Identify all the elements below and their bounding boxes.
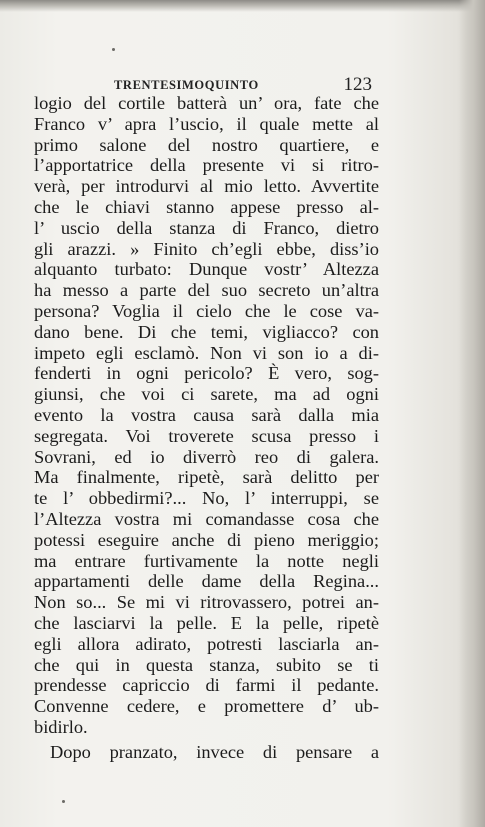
- text-line: giunsi, che voi ci sarete, ma ad ogni: [34, 384, 379, 405]
- text-line: Ma finalmente, ripetè, sarà delitto per: [34, 467, 379, 488]
- text-line: bidirlo.: [34, 716, 88, 737]
- text-line: ma entrare furtivamente la notte negli: [34, 550, 379, 571]
- text-line: appartamenti delle dame della Regina...: [34, 571, 379, 592]
- text-line: l’ uscio della stanza di Franco, dietro: [34, 217, 379, 238]
- running-head: TRENTESIMOQUINTO: [114, 78, 259, 92]
- text-line: persona? Voglia il cielo che le cose va-: [34, 300, 379, 321]
- text-line: l’Altezza vostra mi comandasse cosa che: [34, 508, 379, 529]
- page-number: 123: [343, 74, 372, 95]
- body-text: [34, 93, 379, 763]
- text-line: l’apportatrice della presente vi si ritro-: [34, 155, 379, 176]
- paper-speck: [112, 48, 115, 51]
- text-line: che lasciarvi la pelle. E la pelle, ripetè: [34, 612, 379, 633]
- text-line: te l’ obbedirmi?... No, l’ interruppi, se: [34, 488, 379, 509]
- text-line: Convenne cedere, e promettere d’ ub-: [34, 696, 379, 717]
- page-gutter-shadow: [459, 0, 485, 827]
- text-line: segregata. Voi troverete scusa presso i: [34, 425, 379, 446]
- text-line: che le chiavi stanno appese presso al-: [34, 196, 379, 217]
- text-line: gli arazzi. » Finito ch’egli ebbe, diss’io: [34, 238, 379, 259]
- paragraph-first-line: Dopo pranzato, invece di pensare a: [50, 741, 379, 762]
- page-top-shadow: [0, 0, 485, 12]
- text-line: impeto egli esclamò. Non vi son io a di-: [34, 342, 379, 363]
- text-line: Sovrani, ed io diverrò reo di galera.: [34, 446, 379, 467]
- text-line: egli allora adirato, potresti lasciarla an-: [34, 633, 379, 654]
- text-line: prendesse capriccio di farmi il pedante.: [34, 675, 379, 696]
- text-line: Non so... Se mi vi ritrovassero, potrei an-: [34, 592, 379, 613]
- text-line: fenderti in ogni pericolo? È vero, sog-: [34, 363, 379, 384]
- text-line: verà, per introdurvi al mio letto. Avvertite: [34, 176, 379, 197]
- text-line: ha messo a parte del suo secreto un’altra: [34, 280, 379, 301]
- text-line: che qui in questa stanza, subito se ti: [34, 654, 379, 675]
- text-line: potessi eseguire anche di pieno meriggio;: [34, 529, 379, 550]
- text-line: dano bene. Di che temi, vigliacco? con: [34, 321, 379, 342]
- text-line: logio del cortile batterà un’ ora, fate che: [34, 93, 379, 113]
- text-line: primo salone del nostro quartiere, e: [34, 134, 379, 155]
- paper-speck: [62, 800, 65, 803]
- text-line: Franco v’ apra l’uscio, il quale mette al: [34, 113, 379, 134]
- text-line: alquanto turbato: Dunque vostr’ Altezza: [34, 259, 379, 280]
- text-line: evento la vostra causa sarà dalla mia: [34, 404, 379, 425]
